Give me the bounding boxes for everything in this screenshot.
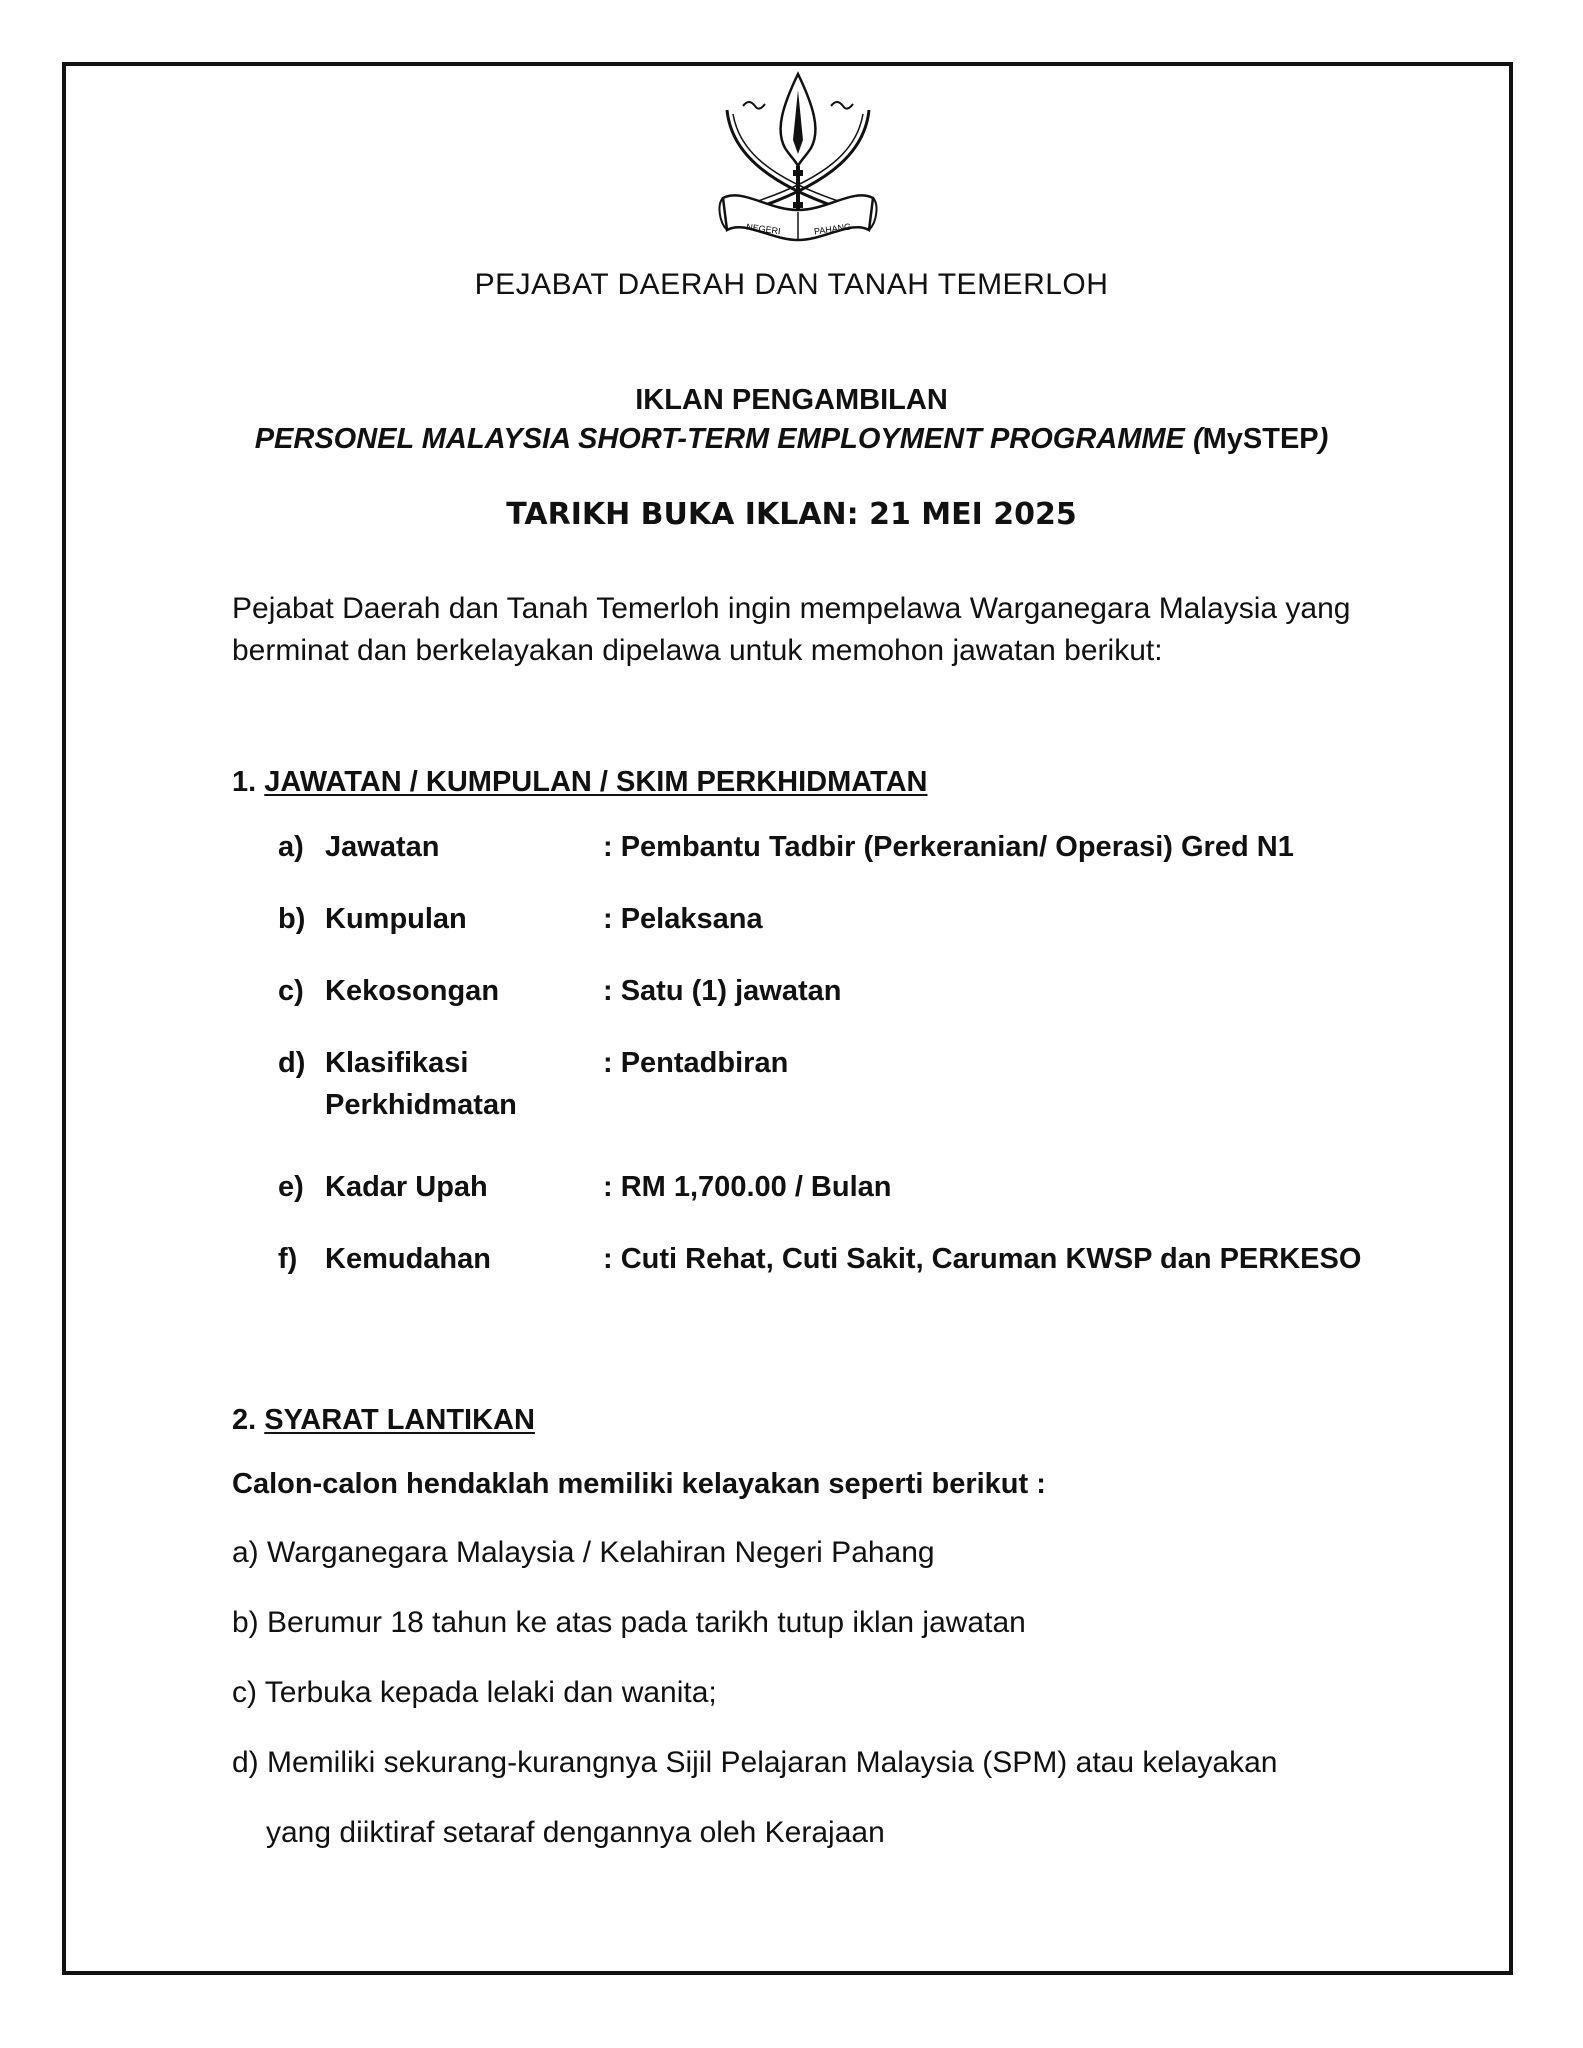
state-emblem-icon <box>713 70 883 250</box>
advert-subtitle-acronym: MySTEP <box>1202 423 1319 455</box>
detail-label: Kadar Upah <box>325 1171 488 1203</box>
advert-open-date: TARIKH BUKA IKLAN: 21 MEI 2025 <box>506 497 1077 532</box>
section-1-number: 1. <box>232 766 257 798</box>
detail-label: Jawatan <box>325 831 440 863</box>
requirement-item-continuation: yang diiktiraf setaraf dengannya oleh Kerajaan <box>266 1816 885 1849</box>
detail-label: Klasifikasi Perkhidmatan <box>325 1047 517 1121</box>
section-2-title: SYARAT LANTIKAN <box>264 1404 535 1436</box>
detail-label: Kumpulan <box>325 903 467 935</box>
detail-label: Kemudahan <box>325 1243 491 1275</box>
office-name: PEJABAT DAERAH DAN TANAH TEMERLOH <box>474 268 1109 301</box>
detail-letter: d) <box>278 1047 306 1079</box>
detail-value: : RM 1,700.00 / Bulan <box>603 1171 892 1203</box>
requirements-intro: Calon-calon hendaklah memiliki kelayakan seperti berikut : <box>232 1468 1046 1500</box>
detail-value: : Cuti Rehat, Cuti Sakit, Caruman KWSP dan PERKESO <box>603 1243 1362 1275</box>
section-1-heading <box>232 766 927 799</box>
requirement-item: a) Warganegara Malaysia / Kelahiran Negeri Pahang <box>232 1536 935 1569</box>
advert-subtitle <box>0 423 1583 456</box>
emblem-text-left: NEGERI <box>745 221 782 237</box>
detail-value: : Pelaksana <box>603 903 763 935</box>
detail-value: : Pembantu Tadbir (Perkeranian/ Operasi) Gred N1 <box>603 831 1294 863</box>
requirement-item: d) Memiliki sekurang-kurangnya Sijil Pelajaran Malaysia (SPM) atau kelayakan <box>232 1746 1278 1779</box>
advert-subtitle-main: PERSONEL MALAYSIA SHORT-TERM EMPLOYMENT PROGRAMME ( <box>254 423 1203 455</box>
section-2-heading <box>232 1404 535 1437</box>
detail-letter: e) <box>278 1171 304 1203</box>
detail-letter: f) <box>278 1243 298 1275</box>
detail-letter: c) <box>278 975 304 1007</box>
detail-letter: a) <box>278 831 304 863</box>
advert-subtitle-close: ) <box>1318 423 1329 455</box>
requirement-item: c) Terbuka kepada lelaki dan wanita; <box>232 1676 717 1709</box>
section-1-title: JAWATAN / KUMPULAN / SKIM PERKHIDMATAN <box>264 766 928 798</box>
requirement-item: b) Berumur 18 tahun ke atas pada tarikh tutup iklan jawatan <box>232 1606 1026 1639</box>
detail-value: : Pentadbiran <box>603 1047 789 1079</box>
section-2-number: 2. <box>232 1404 257 1436</box>
detail-label: Kekosongan <box>325 975 500 1007</box>
detail-value: : Satu (1) jawatan <box>603 975 842 1007</box>
advert-intro: Pejabat Daerah dan Tanah Temerloh ingin mempelawa Warganegara Malaysia yang berminat dan berkelayakan dipelawa untuk memohon jawatan berikut: <box>232 592 1351 667</box>
detail-letter: b) <box>278 903 306 935</box>
advert-title: IKLAN PENGAMBILAN <box>635 384 948 416</box>
emblem-text-right: PAHANG <box>813 221 852 237</box>
